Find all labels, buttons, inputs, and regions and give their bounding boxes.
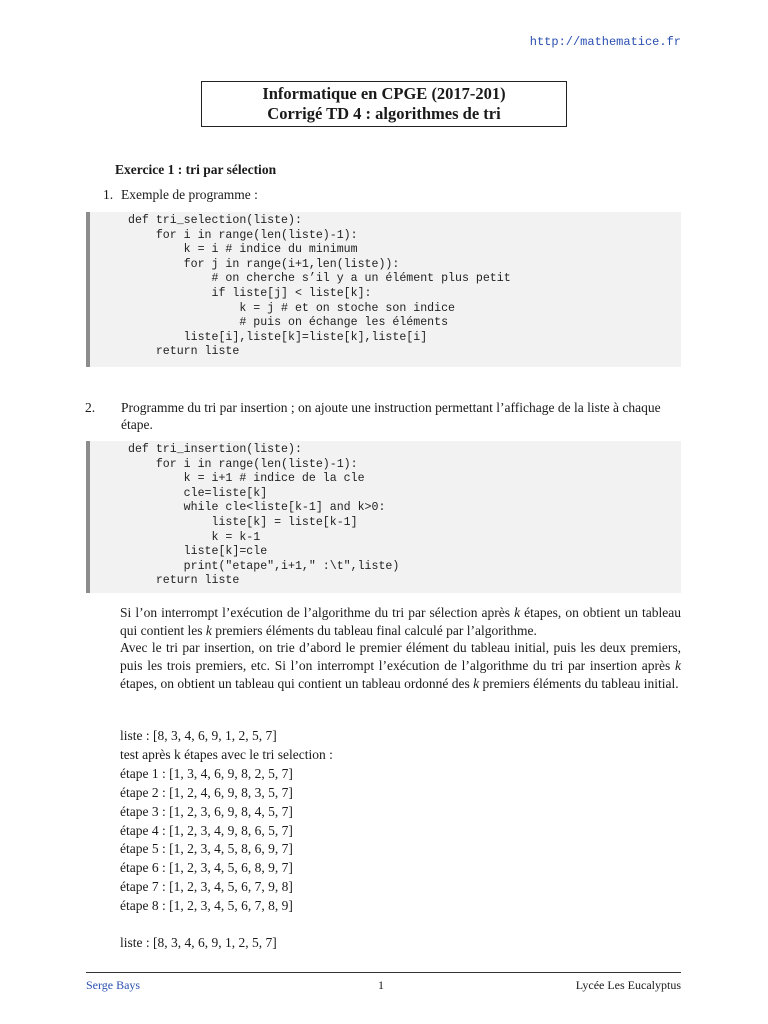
document-title: Informatique en CPGE (2017-201)	[262, 84, 506, 103]
item-number: 1.	[103, 187, 114, 202]
output-etape: étape 1 : [1, 3, 4, 6, 9, 8, 2, 5, 7]	[120, 765, 293, 781]
output-etape: étape 6 : [1, 2, 3, 4, 5, 6, 8, 9, 7]	[120, 860, 293, 876]
output-etape: étape 3 : [1, 2, 3, 6, 9, 8, 4, 5, 7]	[120, 803, 293, 819]
output-liste: liste : [8, 3, 4, 6, 9, 1, 2, 5, 7]	[120, 728, 277, 743]
document-subtitle: Corrigé TD 4 : algorithmes de tri	[267, 104, 501, 123]
output-etape: étape 5 : [1, 2, 3, 4, 5, 8, 6, 9, 7]	[120, 841, 293, 857]
item-number: 2.	[85, 400, 96, 415]
program-output	[120, 727, 333, 916]
code-text: def tri_selection(liste): for i in range(len(liste)-1): k = i # indice du minimum for j in range(i+1,len(liste)): # on cherche s’il y a un élément plus petit if liste[j] < liste[k]: k = j # et on stoche son indice # puis on échange les éléments liste[i],liste[k]=liste[k],liste[i] return liste	[128, 214, 511, 359]
code-block-selection	[86, 212, 681, 367]
output-etape: étape 7 : [1, 2, 3, 4, 5, 6, 7, 9, 8]	[120, 879, 293, 895]
program-output-2	[120, 934, 277, 953]
item-text: Programme du tri par insertion ; on ajoute une instruction permettant l’affichage de la liste à chaque étape.	[121, 400, 661, 432]
output-etape: étape 2 : [1, 2, 4, 6, 9, 8, 3, 5, 7]	[120, 784, 293, 800]
code-block-insertion	[86, 441, 681, 593]
header-url[interactable]: http://mathematice.fr	[529, 35, 681, 49]
output-liste-2: liste : [8, 3, 4, 6, 9, 1, 2, 5, 7]	[120, 935, 277, 950]
explanation-paragraph	[120, 604, 681, 693]
code-text: def tri_insertion(liste): for i in range(len(liste)-1): k = i+1 # indice de la cle cle=liste[k] while cle<liste[k-1] and k>0: liste[k] = liste[k-1] k = k-1 liste[k]=cle print("etape",i+1," :\t",liste) return liste	[128, 443, 400, 588]
list-item-1	[103, 186, 683, 203]
paragraph-selection: Si l’on interrompt l’exécution de l’algorithme du tri par sélection après k étapes, on obtient un tableau qui contient les k premiers éléments du tableau final calculé par l’algorithme.	[120, 605, 682, 638]
output-etape: étape 8 : [1, 2, 3, 4, 5, 6, 7, 8, 9]	[120, 898, 293, 914]
paragraph-insertion: Avec le tri par insertion, on trie d’abord le premier élément du tableau initial, puis les deux premiers, puis les trois premiers, etc. Si l’on interrompt l’exécution de l’algorithme du tri par insertion après k étapes, on obtient un tableau qui contient un tableau ordonné des k premiers éléments du tableau initial.	[120, 640, 681, 691]
item-text: Exemple de programme :	[121, 187, 258, 202]
title-box	[201, 81, 567, 127]
exercise-heading: Exercice 1 : tri par sélection	[115, 162, 277, 177]
output-etape: étape 4 : [1, 2, 3, 4, 9, 8, 6, 5, 7]	[120, 822, 293, 838]
list-item-2	[85, 399, 683, 433]
page-number: 1	[378, 978, 384, 992]
output-test: test après k étapes avec le tri selection :	[120, 746, 333, 762]
footer-school: Lycée Les Eucalyptus	[575, 978, 681, 992]
footer-divider	[86, 972, 681, 973]
footer-author-link[interactable]: Serge Bays	[86, 978, 141, 992]
